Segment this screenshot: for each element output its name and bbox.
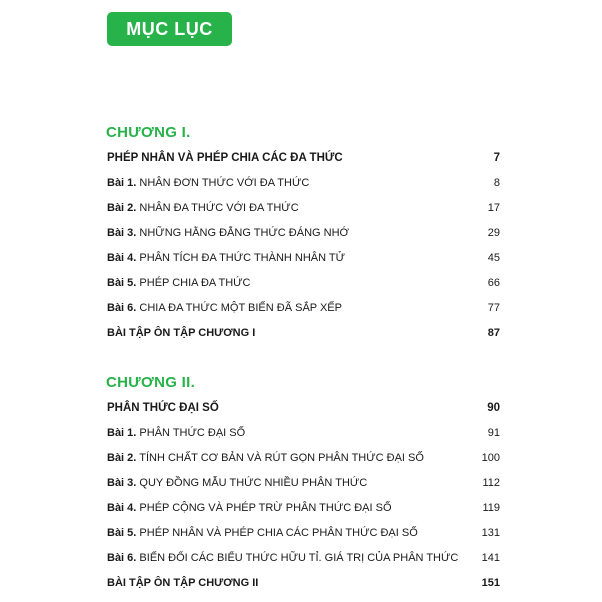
lesson-page: 77 [487, 302, 500, 314]
chapter-1-title: CHƯƠNG I. [106, 124, 191, 141]
toc-title-badge [107, 12, 232, 46]
lesson-page: 100 [481, 452, 500, 464]
lesson-title: NHÂN ĐƠN THỨC VỚI ĐA THỨC [139, 177, 310, 189]
lesson-label: Bài 4. [107, 252, 137, 264]
lesson-title: PHÉP CHIA ĐA THỨC [139, 277, 251, 289]
lesson-page: 119 [482, 502, 500, 514]
lesson-label: Bài 3. [107, 227, 137, 239]
lesson-title: TÍNH CHẤT CƠ BẢN VÀ RÚT GỌN PHÂN THỨC ĐẠI SỐ [139, 452, 424, 464]
chapter-1-heading-page: 7 [493, 152, 500, 164]
lesson-title: QUY ĐỒNG MẪU THỨC NHIỀU PHÂN THỨC [139, 477, 368, 489]
toc-entry-ch2-lesson-4[interactable] [107, 499, 500, 517]
toc-entry-ch1-lesson-6[interactable] [107, 299, 500, 317]
lesson-page: 17 [487, 202, 500, 214]
toc-entry-ch2-lesson-1[interactable] [107, 424, 500, 442]
lesson-title: NHỮNG HẰNG ĐẲNG THỨC ĐÁNG NHỚ [139, 227, 349, 239]
lesson-label: Bài 6. [107, 302, 137, 314]
toc-entry-ch1-lesson-4[interactable] [107, 249, 500, 267]
toc-entry-ch2-lesson-6[interactable] [107, 549, 500, 567]
lesson-label: Bài 1. [107, 427, 137, 439]
toc-entry-ch1-lesson-3[interactable] [107, 224, 500, 242]
toc-title: MỤC LỤC [126, 18, 213, 39]
toc-entry-ch2-lesson-5[interactable] [107, 524, 500, 542]
chapter-1-review[interactable] [107, 324, 500, 342]
chapter-2-title: CHƯƠNG II. [106, 374, 196, 391]
lesson-title: PHÂN THỨC ĐẠI SỐ [139, 427, 246, 439]
toc-entry-ch1-lesson-5[interactable] [107, 274, 500, 292]
chapter-2-heading-text: PHÂN THỨC ĐẠI SỐ [107, 402, 219, 414]
chapter-1-heading-text: PHÉP NHÂN VÀ PHÉP CHIA CÁC ĐA THỨC [107, 152, 343, 164]
review-text: BÀI TẬP ÔN TẬP CHƯƠNG II [107, 577, 259, 589]
lesson-page: 29 [487, 227, 500, 239]
review-page: 151 [481, 577, 500, 589]
chapter-1-heading[interactable] [107, 149, 500, 167]
lesson-page: 66 [487, 277, 500, 289]
lesson-title: NHÂN ĐA THỨC VỚI ĐA THỨC [139, 202, 299, 214]
lesson-title: PHÂN TÍCH ĐA THỨC THÀNH NHÂN TỬ [139, 252, 346, 264]
toc-entry-ch2-lesson-3[interactable] [107, 474, 500, 492]
lesson-label: Bài 2. [107, 202, 137, 214]
chapter-2-heading-page: 90 [487, 402, 500, 414]
lesson-title: BIẾN ĐỔI CÁC BIỂU THỨC HỮU TỈ. GIÁ TRỊ CỦA PHÂN THỨC [139, 552, 459, 564]
toc-entry-ch1-lesson-1[interactable] [107, 174, 500, 192]
chapter-2-review[interactable] [107, 574, 500, 592]
chapter-2-heading[interactable] [107, 399, 500, 417]
lesson-label: Bài 2. [107, 452, 137, 464]
toc-entry-ch2-lesson-2[interactable] [107, 449, 500, 467]
lesson-label: Bài 1. [107, 177, 137, 189]
lesson-label: Bài 5. [107, 277, 137, 289]
toc-entry-ch1-lesson-2[interactable] [107, 199, 500, 217]
lesson-page: 141 [481, 552, 500, 564]
lesson-page: 91 [487, 427, 500, 439]
lesson-label: Bài 3. [107, 477, 137, 489]
review-page: 87 [487, 327, 500, 339]
lesson-page: 45 [487, 252, 500, 264]
lesson-title: CHIA ĐA THỨC MỘT BIẾN ĐÃ SẮP XẾP [139, 302, 342, 314]
lesson-page: 8 [493, 177, 500, 189]
lesson-label: Bài 6. [107, 552, 137, 564]
lesson-title: PHÉP CỘNG VÀ PHÉP TRỪ PHÂN THỨC ĐẠI SỐ [139, 502, 392, 514]
lesson-title: PHÉP NHÂN VÀ PHÉP CHIA CÁC PHÂN THỨC ĐẠI SỐ [139, 527, 418, 539]
lesson-label: Bài 5. [107, 527, 137, 539]
lesson-page: 131 [481, 527, 500, 539]
lesson-label: Bài 4. [107, 502, 137, 514]
review-text: BÀI TẬP ÔN TẬP CHƯƠNG I [107, 327, 256, 339]
lesson-page: 112 [482, 477, 500, 489]
